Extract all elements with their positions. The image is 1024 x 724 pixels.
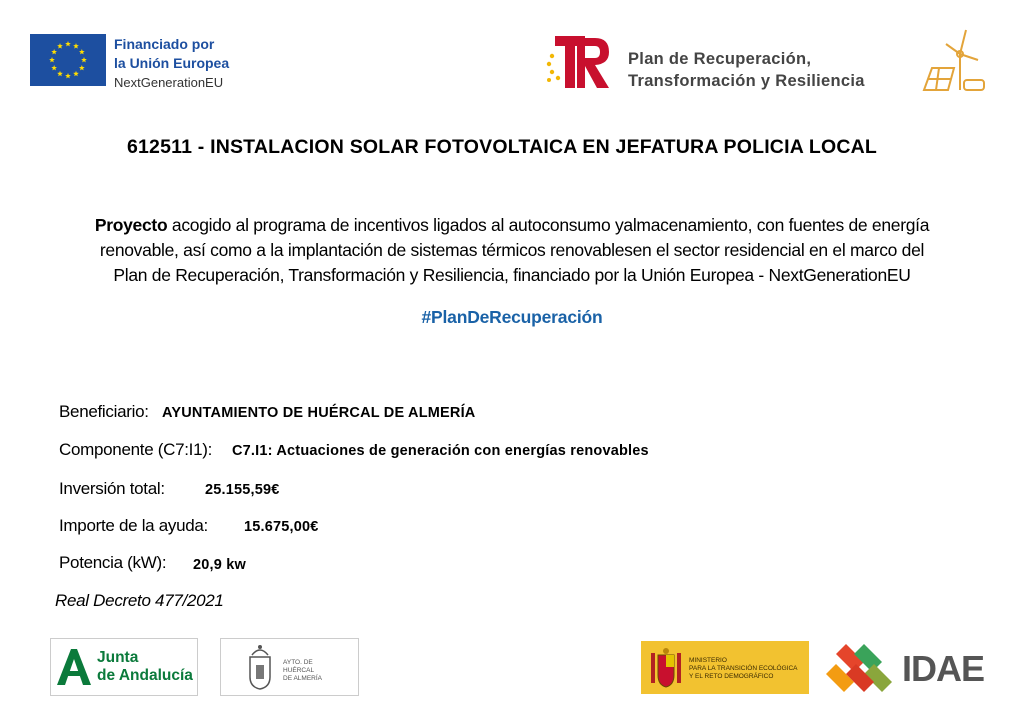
potencia-label: Potencia (kW): — [59, 553, 167, 572]
project-description — [50, 213, 974, 288]
ayuda-value: 15.675,00€ — [244, 519, 319, 535]
eu-funding-text — [114, 35, 229, 92]
idae-logo — [824, 640, 994, 696]
prtr-line-1: Plan de Recuperación, — [628, 50, 812, 68]
hashtag: #PlanDeRecuperación — [421, 307, 603, 327]
ayto-line-1: AYTO. DE — [283, 659, 313, 666]
idae-text: IDAE — [902, 648, 985, 689]
beneficiario-value: AYUNTAMIENTO DE HUÉRCAL DE ALMERÍA — [162, 405, 476, 421]
inversion-value: 25.155,59€ — [205, 482, 280, 498]
ministerio-line-3: Y EL RETO DEMOGRÁFICO — [689, 673, 774, 680]
solar-wind-icon — [920, 28, 988, 94]
eu-line-3: NextGenerationEU — [114, 75, 224, 90]
project-title: 612511 - INSTALACION SOLAR FOTOVOLTAICA EN JEFATURA POLICIA LOCAL — [126, 136, 878, 158]
ministerio-line-1: MINISTERIO — [689, 657, 727, 664]
componente-label: Componente (C7:I1): — [59, 440, 213, 459]
beneficiario-label: Beneficiario: — [59, 402, 149, 421]
ministerio-line-2: PARA LA TRANSICIÓN ECOLÓGICA — [689, 665, 798, 672]
eu-line-1: Financiado por — [114, 36, 215, 52]
ayto-line-2: HUÉRCAL — [283, 667, 315, 674]
ministerio-logo — [641, 641, 809, 694]
idae-mark-icon — [824, 640, 896, 696]
eu-line-2: la Unión Europea — [114, 55, 230, 71]
inversion-label: Inversión total: — [59, 479, 165, 498]
ayuda-label: Importe de la ayuda: — [59, 516, 208, 535]
spain-coat-of-arms-icon — [649, 647, 683, 689]
description-line-3: Plan de Recuperación, Transformación y Resiliencia, financiado por la Unión Europea - NextGenerationEU — [113, 265, 911, 285]
description-lead: Proyecto — [94, 215, 168, 235]
junta-line-1: Junta — [97, 649, 139, 666]
prtr-line-2: Transformación y Resiliencia — [628, 72, 865, 90]
description-line-1: acogido al programa de incentivos ligados al autoconsumo yalmacenamiento, con fuentes de energía — [167, 215, 930, 235]
componente-value: C7.I1: Actuaciones de generación con energías renovables — [232, 443, 649, 459]
junta-andalucia-logo — [50, 638, 198, 696]
eu-flag-logo — [30, 34, 106, 86]
real-decreto: Real Decreto 477/2021 — [55, 591, 224, 610]
ayto-huercal-logo — [220, 638, 359, 696]
ayto-line-3: DE ALMERÍA — [283, 675, 323, 682]
prtr-logo-text — [628, 48, 865, 92]
potencia-value: 20,9 kw — [193, 557, 246, 573]
junta-line-2: de Andalucía — [97, 667, 193, 684]
coat-of-arms-icon — [245, 643, 275, 691]
prtr-logo-mark — [545, 34, 613, 90]
description-line-2: renovable, así como a la implantación de sistemas térmicos renovablesen el sector residencial en el marco del — [99, 240, 925, 260]
